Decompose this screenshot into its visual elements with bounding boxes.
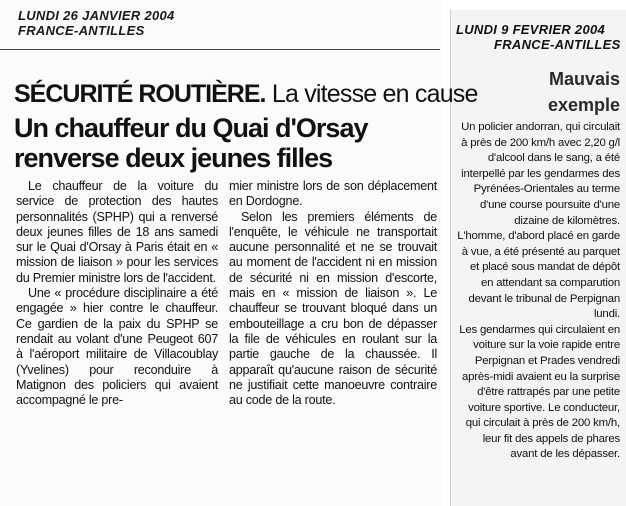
left-masthead (18, 8, 175, 38)
article-column-2 (229, 179, 437, 408)
article-kicker (14, 80, 478, 108)
paragraph: Une « procédure disciplinaire a été engagée » hier contre le chauffeur. Ce gardien de la paix du SPHP se rendait au volant d'une Peugeot 607 à l'aéroport militaire de Villacoublay (Yvelines) pour reconduire à Matignon des policiers qui avaient accompagné le pre- (16, 286, 218, 408)
kicker-subtitle: La vitesse en cause (271, 80, 478, 108)
article-headline: Un chauffeur du Quai d'Orsay renverse deux jeunes filles (14, 113, 368, 173)
right-masthead-date: LUNDI 9 FEVRIER 2004 (456, 22, 606, 37)
paragraph: Le chauffeur de la voiture du service de protection des hautes personnalités (SPHP) qui a renversé deux jeunes filles de 18 ans samedi sur le Quai d'Orsay à Paris était en « mission de liaison » pour les services du Premier ministre lors de l'accident. (16, 179, 218, 285)
paragraph: Les gendarmes qui circulaient en voiture sur la voie rapide entre Perpignan et Prades vendredi après-midi avaient eu la surprise d'être rattrapés par une petite voiture sportive. Le conducteur, qui circulait à près de 200 km/h, leur fit des appels de phares avant de les dépasser. (459, 323, 620, 461)
left-masthead-date: LUNDI 26 JANVIER 2004 (18, 8, 175, 23)
right-masthead (456, 22, 621, 52)
kicker-section: SÉCURITÉ ROUTIÈRE. (14, 80, 266, 108)
paragraph: L'homme, d'abord placé en garde à vue, a été présenté au parquet et placé sous mandat de dépôt en attendant sa comparution devant le tribunal de Perpignan lundi. (457, 230, 620, 321)
right-article-title: Mauvais exemple (547, 69, 620, 115)
right-masthead-paper: FRANCE-ANTILLES (494, 37, 621, 52)
paragraph: Un policier andorran, qui circulait à près de 200 km/h avec 2,20 g/l d'alcool dans le sang, a été interpellé par les gendarmes des Pyrénées-Orientales au terme d'une course poursuite d'une dizaine de kilomètres. (461, 121, 620, 227)
right-article-body (456, 120, 620, 463)
paragraph: Selon les premiers éléments de l'enquête, le véhicule ne transportait aucune personnalité et ne se trouvait au moment de l'accident ni en mission de sécurité ni en mission d'escorte, mais en « mission de liaison ». Le chauffeur se trouvant bloqué dans un embouteillage a cru bon de dépasser la file de véhicules en roulant sur la partie gauche de la chaussée. Il apparaît qu'aucune raison de sécurité ne justifiait cette manoeuvre contraire au code de la route. (229, 209, 437, 408)
paragraph: mier ministre lors de son déplacement en Dordogne. (229, 179, 437, 209)
article-column-1 (16, 179, 218, 408)
masthead-divider (0, 49, 440, 50)
left-masthead-paper: FRANCE-ANTILLES (18, 23, 145, 38)
